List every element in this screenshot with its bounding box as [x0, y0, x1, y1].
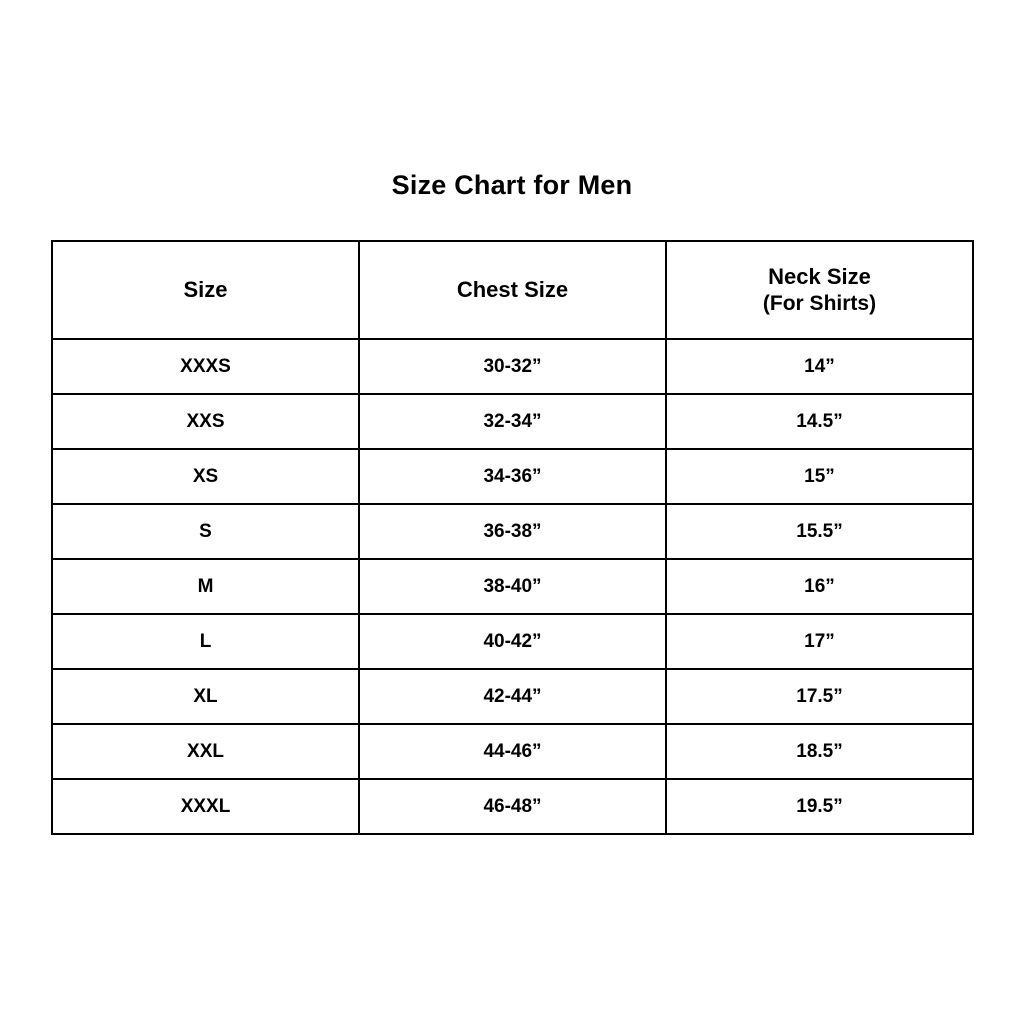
cell-chest: 44-46”: [359, 724, 666, 779]
table-header: [52, 241, 973, 339]
cell-neck: 15.5”: [666, 504, 973, 559]
cell-chest: 42-44”: [359, 669, 666, 724]
cell-neck: 19.5”: [666, 779, 973, 834]
table-row: [52, 614, 973, 669]
table-row: [52, 669, 973, 724]
cell-chest: 40-42”: [359, 614, 666, 669]
cell-size: XXXS: [52, 339, 359, 394]
cell-neck: 15”: [666, 449, 973, 504]
cell-neck: 18.5”: [666, 724, 973, 779]
table-row: [52, 449, 973, 504]
cell-size: XL: [52, 669, 359, 724]
cell-chest: 30-32”: [359, 339, 666, 394]
table-row: [52, 394, 973, 449]
column-header-size: [52, 241, 359, 339]
size-chart-table: [51, 240, 974, 835]
cell-size: XXXL: [52, 779, 359, 834]
cell-size: XXL: [52, 724, 359, 779]
column-header-chest-label: Chest Size: [456, 277, 569, 303]
page-title: Size Chart for Men: [391, 170, 633, 200]
table-body: [52, 339, 973, 834]
cell-neck: 17”: [666, 614, 973, 669]
table-row: [52, 339, 973, 394]
column-header-neck-label: Neck Size: [768, 264, 871, 290]
cell-size: L: [52, 614, 359, 669]
cell-size: S: [52, 504, 359, 559]
column-header-neck-sublabel: (For Shirts): [762, 291, 877, 315]
cell-size: XS: [52, 449, 359, 504]
column-header-neck: [666, 241, 973, 339]
cell-chest: 38-40”: [359, 559, 666, 614]
cell-chest: 32-34”: [359, 394, 666, 449]
table-header-row: [52, 241, 973, 339]
cell-neck: 14”: [666, 339, 973, 394]
cell-neck: 16”: [666, 559, 973, 614]
cell-size: XXS: [52, 394, 359, 449]
cell-neck: 17.5”: [666, 669, 973, 724]
table-row: [52, 504, 973, 559]
cell-chest: 46-48”: [359, 779, 666, 834]
table-row: [52, 779, 973, 834]
cell-neck: 14.5”: [666, 394, 973, 449]
cell-chest: 34-36”: [359, 449, 666, 504]
column-header-chest: [359, 241, 666, 339]
column-header-size-label: Size: [183, 277, 228, 303]
cell-chest: 36-38”: [359, 504, 666, 559]
table-row: [52, 559, 973, 614]
table-row: [52, 724, 973, 779]
cell-size: M: [52, 559, 359, 614]
